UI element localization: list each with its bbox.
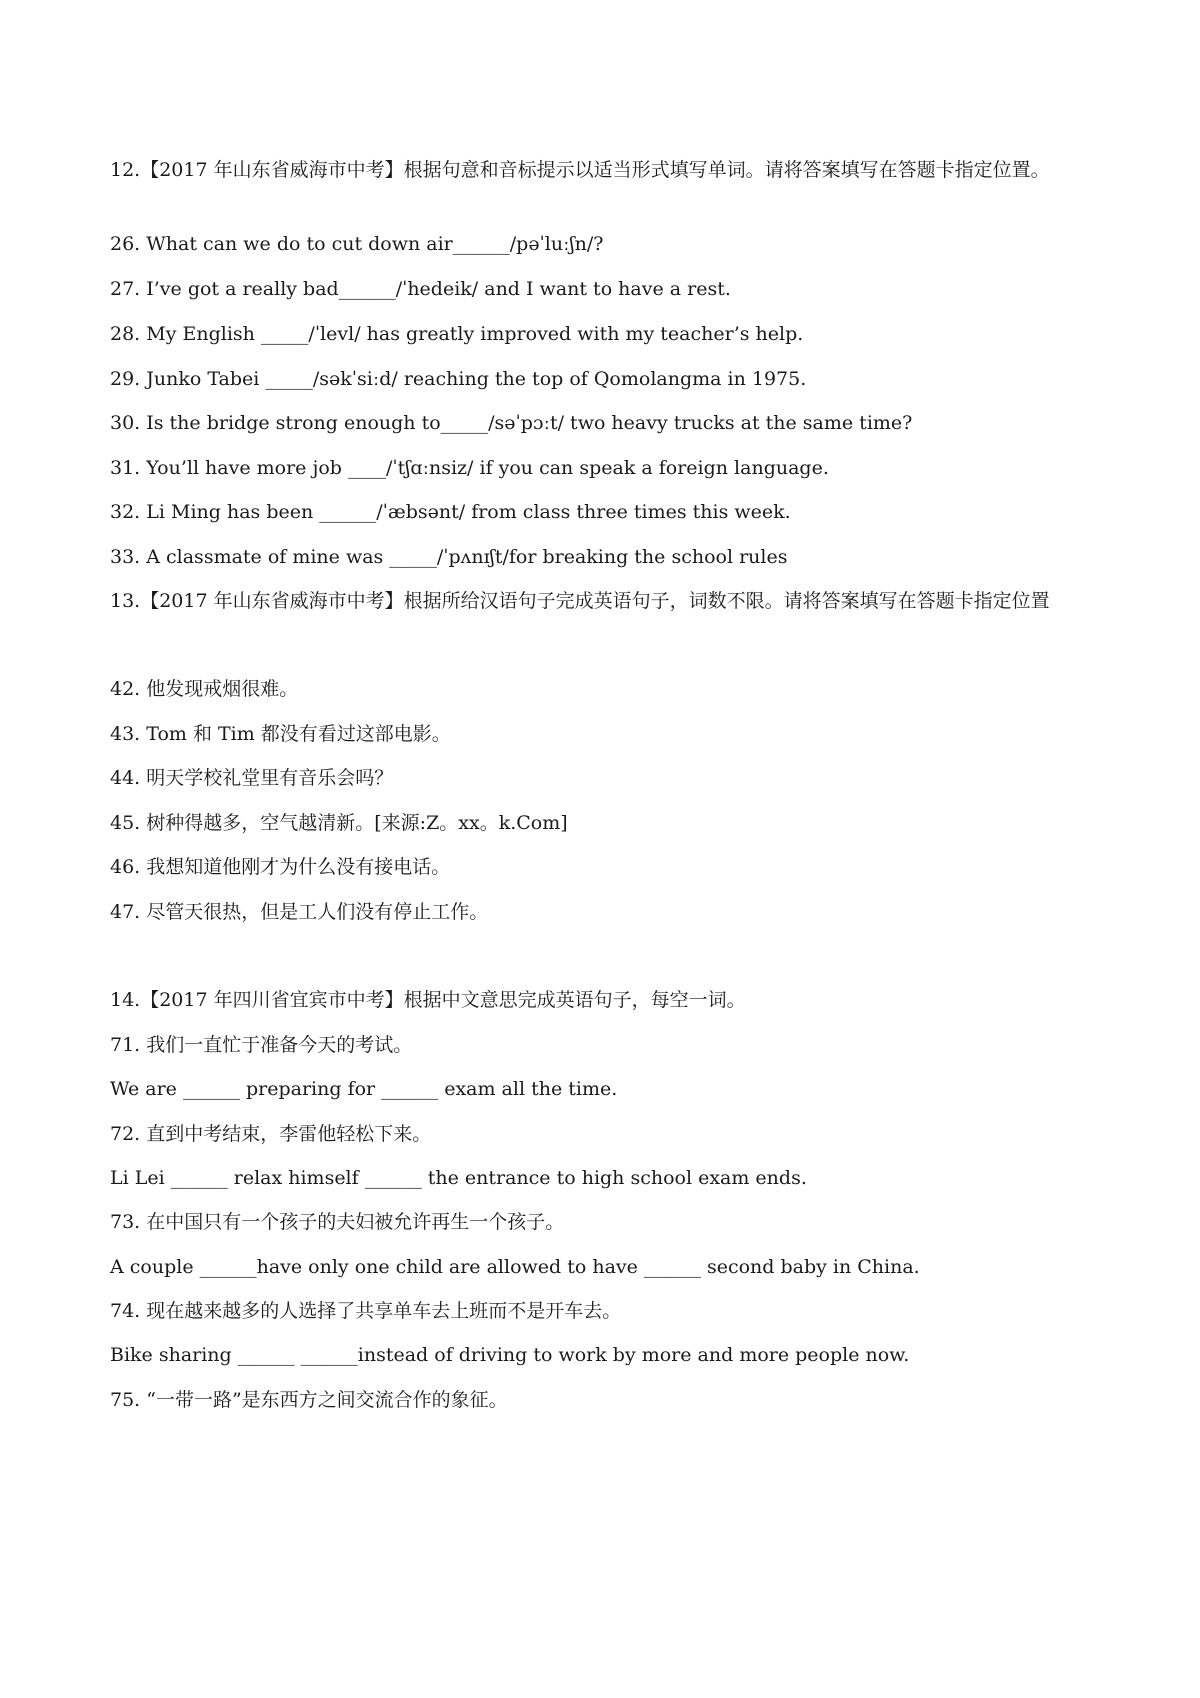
question-item: 75. “一带一路”是东西方之间交流合作的象征。 — [110, 1389, 508, 1411]
question-item: 45. 树种得越多，空气越清新。[来源:Z。xx。k.Com] — [110, 812, 568, 834]
question-item: 31. You’ll have more job ____/ˈtʃɑːnsiz/ if you can speak a foreign language. — [110, 457, 829, 479]
question-item: 28. My English _____/ˈlevl/ has greatly improved with my teacher’s help. — [110, 323, 804, 345]
question-item: 26. What can we do to cut down air______/pəˈluːʃn/? — [110, 233, 604, 255]
section-14-heading: 14.【2017 年四川省宜宾市中考】根据中文意思完成英语句子，每空一词。 — [110, 989, 746, 1011]
question-item: 74. 现在越来越多的人选择了共享单车去上班而不是开车去。 — [110, 1300, 622, 1322]
question-item: 27. I’ve got a really bad______/ˈhedeik/ and I want to have a rest. — [110, 278, 731, 300]
answer-line: Li Lei ______ relax himself ______ the entrance to high school exam ends. — [110, 1167, 807, 1189]
question-item: 33. A classmate of mine was _____/ˈpʌnɪʃt/for breaking the school rules — [110, 546, 788, 568]
question-item: 30. Is the bridge strong enough to_____/səˈpɔːt/ two heavy trucks at the same time? — [110, 412, 913, 434]
answer-line: We are ______ preparing for ______ exam all the time. — [110, 1078, 618, 1100]
question-item: 42. 他发现戒烟很难。 — [110, 678, 299, 700]
question-item: 32. Li Ming has been ______/ˈæbsənt/ from class three times this week. — [110, 501, 791, 523]
question-item: 44. 明天学校礼堂里有音乐会吗？ — [110, 767, 394, 789]
answer-line: Bike sharing ______ ______instead of driving to work by more and more people now. — [110, 1344, 910, 1366]
question-item: 43. Tom 和 Tim 都没有看过这部电影。 — [110, 723, 451, 745]
question-item: 71. 我们一直忙于准备今天的考试。 — [110, 1034, 413, 1056]
section-13-heading: 13.【2017 年山东省威海市中考】根据所给汉语句子完成英语句子，词数不限。请将答案填写在答题卡指定位置 — [110, 590, 1050, 612]
question-item: 29. Junko Tabei _____/səkˈsiːd/ reaching the top of Qomolangma in 1975. — [110, 368, 807, 390]
question-item: 46. 我想知道他刚才为什么没有接电话。 — [110, 856, 451, 878]
question-item: 47. 尽管天很热，但是工人们没有停止工作。 — [110, 901, 489, 923]
answer-line: A couple ______have only one child are allowed to have ______ second baby in China. — [110, 1256, 920, 1278]
question-item: 73. 在中国只有一个孩子的夫妇被允许再生一个孩子。 — [110, 1211, 565, 1233]
question-item: 72. 直到中考结束，李雷他轻松下来。 — [110, 1123, 432, 1145]
section-12-heading: 12.【2017 年山东省威海市中考】根据句意和音标提示以适当形式填写单词。请将答案填写在答题卡指定位置。 — [110, 159, 1050, 181]
